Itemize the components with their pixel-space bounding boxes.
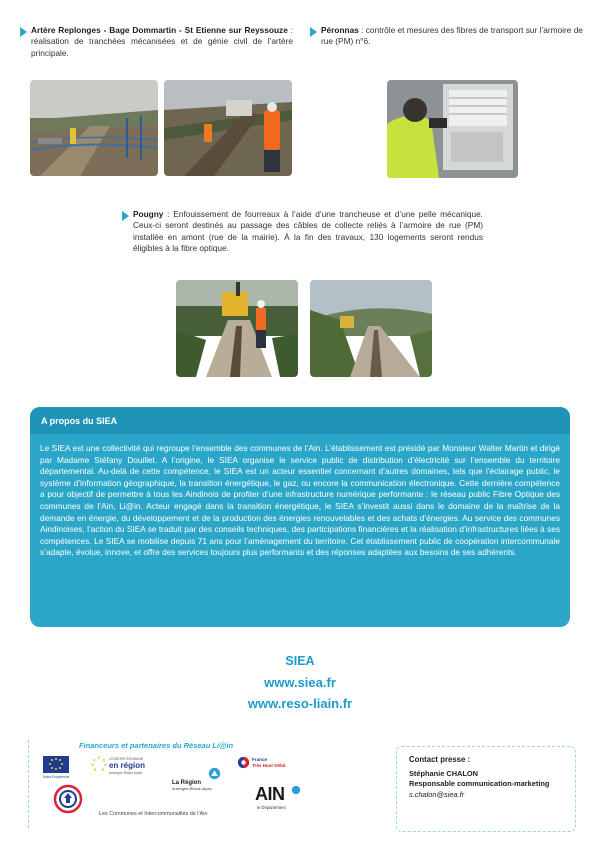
caption-arteres-title: Artère Replonges - Bage Dommartin - St Etienne sur Reyssouze bbox=[31, 25, 288, 35]
europe-line3: Auvergne-Rhône-Alpes bbox=[109, 771, 143, 775]
caption-peronnas-text: : contrôle et mesures des fibres de transport sur l’armoire de rue (PM) n°6. bbox=[321, 25, 583, 47]
photo-cable-laying bbox=[164, 80, 292, 176]
caption-pougny-text: : Enfouissement de fourreaux à l’aide d’une trancheuse et d’une pelle mécanique. Ceux-ci seront destinés au passage des câbles de collecte reliés à l’armoire de rue (PM) installée en amont (rue de la mairie). À la fin des travaux, 130 logements seront rendus éligibles à la fibre optique. bbox=[133, 209, 483, 254]
contact-title: Contact presse : bbox=[409, 755, 471, 764]
partners-footer: Les Communes et Intercommunalités de l’Ain bbox=[99, 811, 208, 817]
caption-arteres bbox=[31, 25, 293, 59]
contact-email-link[interactable]: s.chalon@siea.fr bbox=[409, 789, 465, 799]
eu-flag-logo bbox=[39, 754, 73, 786]
region-aura-logo bbox=[169, 767, 233, 793]
ain-sub: le Département bbox=[257, 805, 286, 810]
caption-arteres-text: : réalisation de tranchées mécanisées et de génie civil de l’artère principale. bbox=[31, 25, 293, 58]
about-siea-panel bbox=[30, 407, 570, 627]
rosette-badge-logo bbox=[53, 784, 83, 814]
region-line2: Auvergne-Rhône-Alpes bbox=[172, 787, 212, 791]
about-siea-text: Le SIEA est une collectivité qui regroupe l’ensemble des communes de l’Ain. L’établissement est présidé par Monsieur Walter Martin et dirigé par Madame Stéfany Douillet. A l’origine, le SIEA organise le service public de distribution d’électricité sur l’ensemble du territoire départemental. Au-delà de cette compétence, le SIEA est un acteur essentiel concernant d’autres domaines, tels que l’éclairage public, le système d’information géographique, la transition énergétique, le gaz, ou encore la communication électronique. Cette dernière compétence a pour objectif de permettre à tous les Aindinois de profiter d’une infrastructure numérique performante : le réseau public Fibre Optique des communes de l’Ain, Li@in. Acteur engagé dans la transition énergétique, le SIEA s’investit aussi dans le domaine de la maîtrise de la demande en énergie, du développement et de la production des énergies renouvelables et des achats d’énergies. Au service des communes Aindinoises, l’action du SIEA se traduit par des conseils techniques, des participations financières et la réalisation d’infrastructures liées à ses compétences. Le SIEA se mobilise depuis 71 ans pour l’aménagement du territoire. Cet établissement public de coopération intercommunale s’adapte, évolue, innove, et offre des services toujours plus performants et des réponses adaptées aux besoins de ses adhérents. bbox=[40, 443, 560, 558]
link-siea-website[interactable]: www.siea.fr bbox=[264, 675, 336, 690]
press-contact-box bbox=[396, 746, 576, 832]
photo-trencher-road bbox=[176, 280, 298, 377]
siea-name: SIEA bbox=[285, 654, 315, 668]
about-siea-title: A propos du SIEA bbox=[30, 407, 570, 434]
caption-pougny-title: Pougny bbox=[133, 209, 164, 219]
photo-fiber-cabinet bbox=[387, 80, 518, 178]
photo-trench-site bbox=[30, 80, 158, 176]
ain-word: AIN bbox=[255, 784, 285, 804]
france-tres-haut-debit-logo bbox=[237, 754, 295, 776]
bullet-arrow-icon bbox=[20, 27, 27, 37]
europe-line2: en région bbox=[109, 761, 146, 770]
link-reso-liain-website[interactable]: www.reso-liain.fr bbox=[247, 696, 353, 711]
region-line1: La Région bbox=[172, 780, 202, 786]
bullet-arrow-icon bbox=[310, 27, 317, 37]
partners-section bbox=[28, 740, 388, 828]
caption-peronnas bbox=[321, 25, 583, 48]
europe-en-region-logo bbox=[91, 754, 147, 786]
caption-peronnas-title: Péronnas bbox=[321, 25, 359, 35]
contact-name: Stéphanie CHALON bbox=[409, 768, 478, 778]
france-line1: France bbox=[252, 757, 268, 762]
ain-departement-logo bbox=[251, 784, 307, 814]
europe-line1: L’EUROPE S’ENGAGE bbox=[109, 757, 144, 761]
caption-pougny bbox=[133, 209, 483, 255]
photo-rural-road-works bbox=[310, 280, 432, 377]
eu-caption: Union Européenne bbox=[42, 775, 70, 779]
bullet-arrow-icon bbox=[122, 211, 129, 221]
france-line2: Très Haut Débit bbox=[252, 763, 286, 768]
contact-role: Responsable communication-marketing bbox=[409, 779, 550, 789]
partners-title: Financeurs et partenaires du Réseau Li@in bbox=[79, 741, 234, 750]
